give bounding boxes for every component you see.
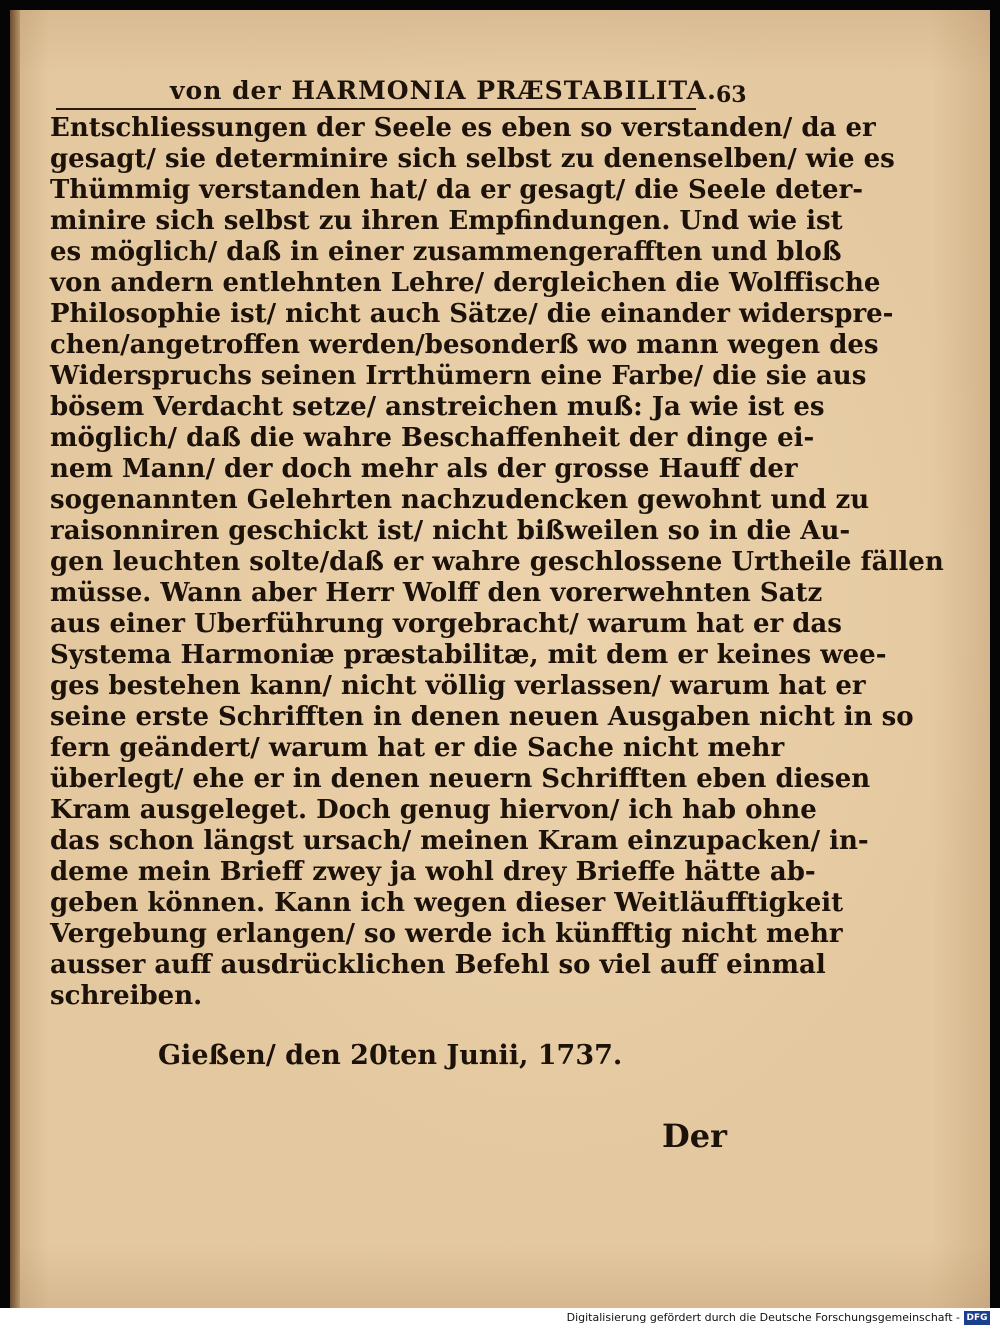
text-line: gesagt/ sie determinire sich selbst zu denenselben/ wie es xyxy=(50,144,895,174)
text-line: müsse. Wann aber Herr Wolff den vorerwehnten Satz xyxy=(50,578,823,608)
dfg-logo-icon: DFG xyxy=(964,1311,990,1325)
catchword: Der xyxy=(662,1117,727,1155)
text-line: Vergebung erlangen/ so werde ich künfftig nicht mehr xyxy=(50,919,843,949)
text-line: seine erste Schrifften in denen neuen Ausgaben nicht in so xyxy=(50,702,914,732)
text-line: raisonniren geschickt ist/ nicht bißweilen so in die Au- xyxy=(50,516,851,546)
text-line: chen/angetroffen werden/besonderß wo mann wegen des xyxy=(50,330,879,360)
text-line: ges bestehen kann/ nicht völlig verlassen/ warum hat er xyxy=(50,671,866,701)
text-line: deme mein Brieff zwey ja wohl drey Brieffe hätte ab- xyxy=(50,857,816,887)
text-line: gen leuchten solte/daß er wahre geschlossene Urtheile fällen xyxy=(50,547,944,577)
text-line: geben können. Kann ich wegen dieser Weitläufftigkeit xyxy=(50,888,844,918)
page-number: 63 xyxy=(716,82,747,108)
text-line: ausser auff ausdrücklichen Befehl so viel auff einmal xyxy=(50,950,826,980)
funding-credit: Digitalisierung gefördert durch die Deutsche Forschungsgemeinschaft - xyxy=(566,1311,960,1324)
text-line: Philosophie ist/ nicht auch Sätze/ die einander widerspre- xyxy=(50,299,894,329)
text-line: Entschliessungen der Seele es eben so verstanden/ da er xyxy=(50,113,876,143)
text-line: überlegt/ ehe er in denen neuern Schrifften eben diesen xyxy=(50,764,871,794)
text-line: möglich/ daß die wahre Beschaffenheit der dinge ei- xyxy=(50,423,815,453)
text-line: Thümmig verstanden hat/ da er gesagt/ die Seele deter- xyxy=(50,175,864,205)
running-head: von der HARMONIA PRÆSTABILITA. xyxy=(170,76,717,105)
book-page xyxy=(10,10,990,1308)
text-line: nem Mann/ der doch mehr als der grosse Hauff der xyxy=(50,454,798,484)
text-line: Systema Harmoniæ præstabilitæ, mit dem er keines wee- xyxy=(50,640,887,670)
dateline: Gießen/ den 20ten Junii, 1737. xyxy=(158,1040,623,1071)
text-line: aus einer Uberführung vorgebracht/ warum hat er das xyxy=(50,609,842,639)
text-line: minire sich selbst zu ihren Empfindungen. Und wie ist xyxy=(50,206,843,236)
text-line: schreiben. xyxy=(50,981,203,1011)
text-line: sogenannten Gelehrten nachzudencken gewohnt und zu xyxy=(50,485,870,515)
text-line: von andern entlehnten Lehre/ dergleichen die Wolffische xyxy=(50,268,881,298)
page-header xyxy=(160,76,900,116)
footer-bar xyxy=(0,1308,1000,1329)
text-line: es möglich/ daß in einer zusammengerafften und bloß xyxy=(50,237,842,267)
text-line: Widerspruchs seinen Irrthümern eine Farbe/ die sie aus xyxy=(50,361,867,391)
text-line: bösem Verdacht setze/ anstreichen muß: Ja wie ist es xyxy=(50,392,825,422)
text-line: Kram ausgeleget. Doch genug hiervon/ ich hab ohne xyxy=(50,795,817,825)
text-line: fern geändert/ warum hat er die Sache nicht mehr xyxy=(50,733,785,763)
page-gutter xyxy=(10,10,20,1308)
text-line: das schon längst ursach/ meinen Kram einzupacken/ in- xyxy=(50,826,869,856)
header-rule xyxy=(56,108,696,110)
